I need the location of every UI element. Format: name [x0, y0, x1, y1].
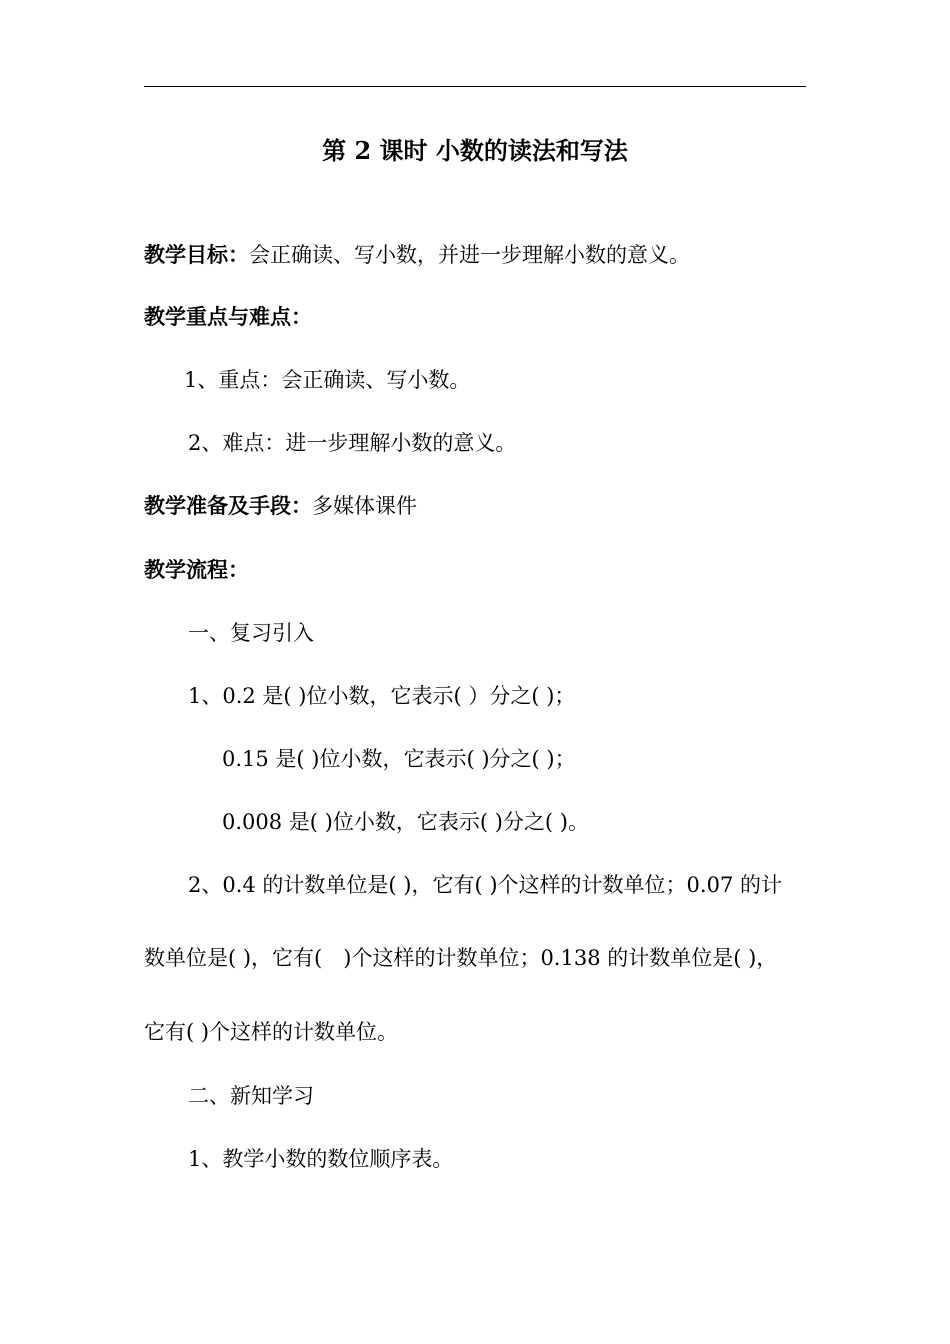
question-line: 1、0.2 是( )位小数，它表示( ）分之( )； — [188, 684, 576, 708]
key-point-item: 2、难点：进一步理解小数的意义。 — [188, 431, 517, 455]
question-line: 它有( )个这样的计数单位。 — [144, 1020, 399, 1044]
objective-label: 教学目标： — [144, 242, 249, 267]
question-line: 0.15 是( )位小数，它表示( )分之( )； — [222, 747, 576, 771]
section-heading: 二、新知学习 — [188, 1084, 314, 1108]
preparation-text: 多媒体课件 — [312, 494, 417, 518]
preparation-label: 教学准备及手段： — [144, 493, 312, 518]
page-title: 第 2 课时 小数的读法和写法 — [322, 136, 628, 165]
list-item: 1、教学小数的数位顺序表。 — [188, 1147, 454, 1171]
header-rule — [144, 86, 806, 87]
section-heading: 一、复习引入 — [188, 621, 314, 645]
key-points-label: 教学重点与难点： — [144, 304, 312, 329]
question-line: 0.008 是( )位小数，它表示( )分之( )。 — [222, 810, 589, 834]
question-line: 2、0.4 的计数单位是( )，它有( )个这样的计数单位；0.07 的计 — [188, 873, 782, 897]
process-label: 教学流程： — [144, 557, 249, 582]
objective-text: 会正确读、写小数，并进一步理解小数的意义。 — [249, 243, 690, 267]
objective-line — [144, 241, 690, 269]
question-line: 数单位是( )，它有( )个这样的计数单位；0.138 的计数单位是( )， — [144, 946, 778, 970]
key-point-item: 1、重点：会正确读、写小数。 — [184, 368, 471, 392]
preparation-line — [144, 492, 417, 520]
